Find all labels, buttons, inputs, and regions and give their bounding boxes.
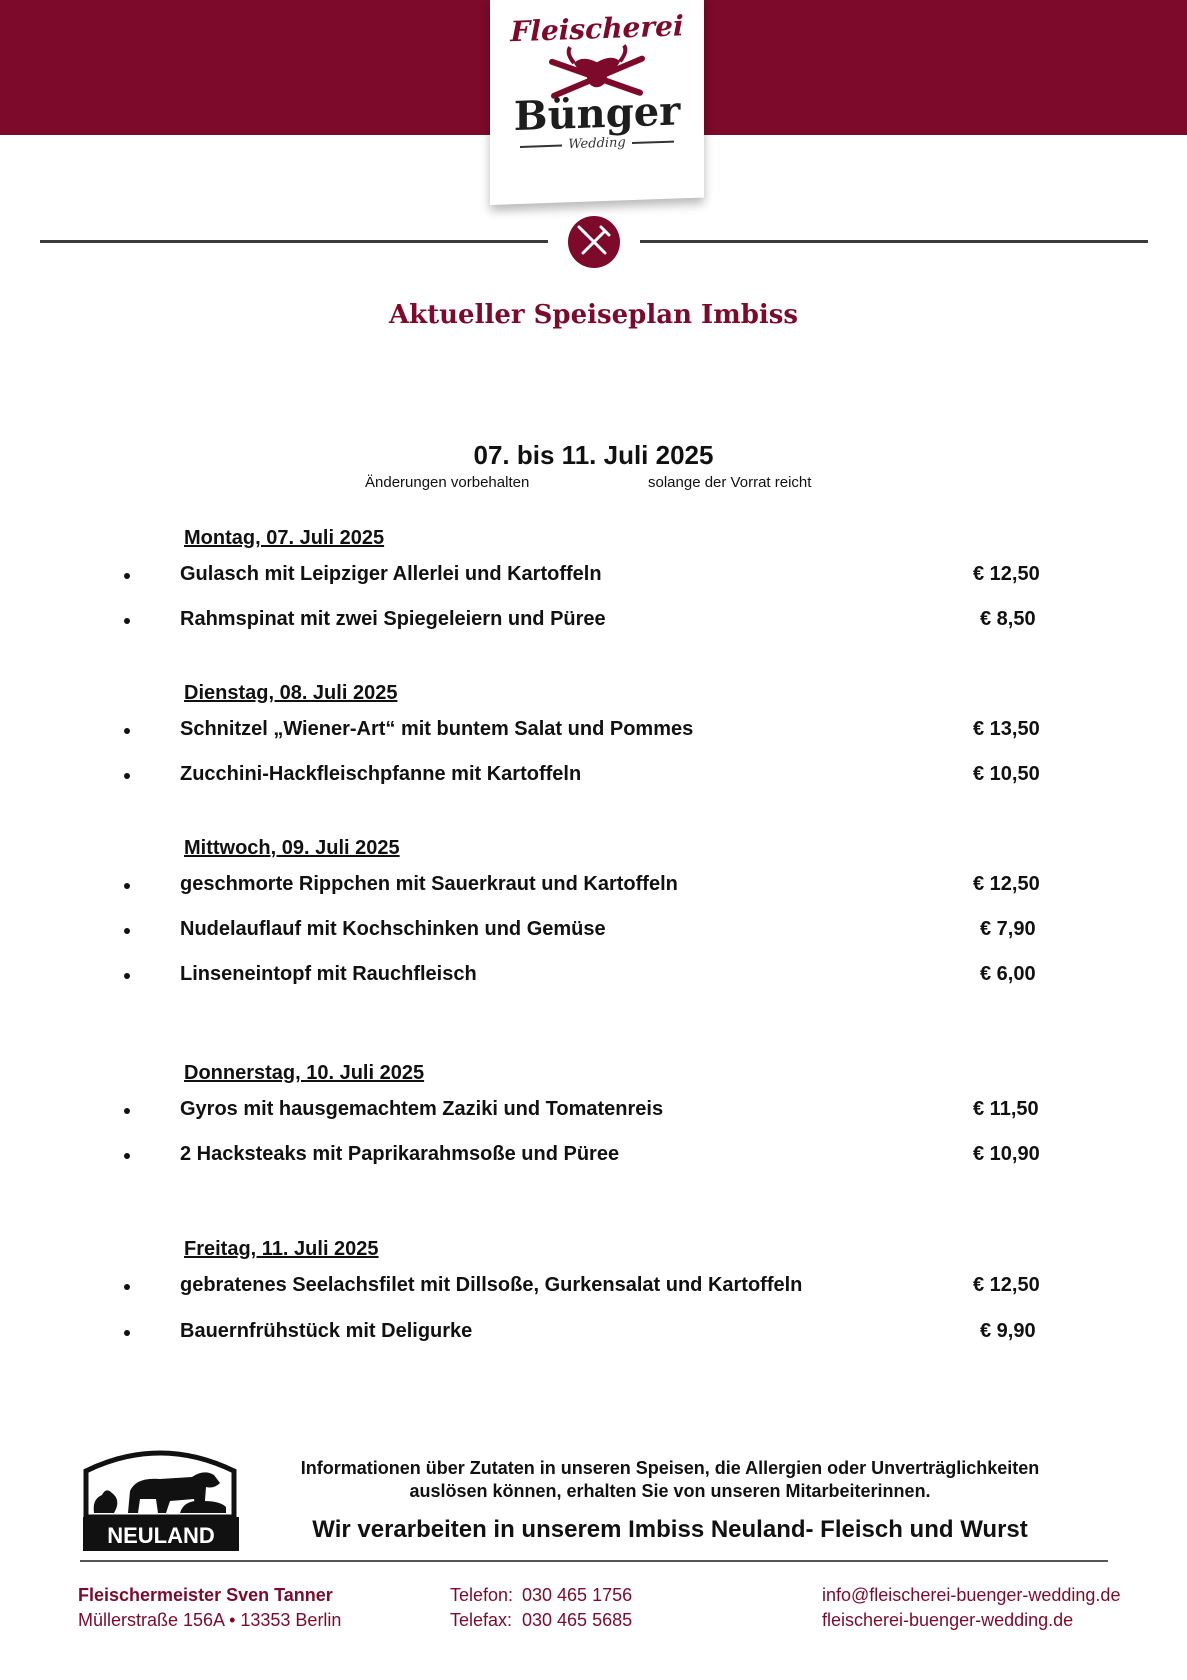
- note-changes: Änderungen vorbehalten: [365, 474, 530, 491]
- fork-knife-icon: [568, 216, 620, 268]
- dish-price: € 9,90: [980, 1320, 1036, 1342]
- dish-price: € 12,50: [973, 1274, 1040, 1296]
- dish-price: € 6,00: [980, 963, 1036, 985]
- bullet: [122, 1106, 132, 1116]
- dish-price: € 10,50: [973, 763, 1040, 785]
- dish-name: Linseneintopf mit Rauchfleisch: [180, 963, 477, 985]
- dish-price: € 11,50: [973, 1098, 1039, 1120]
- dish-name: geschmorte Rippchen mit Sauerkraut und Kartoffeln: [180, 873, 678, 895]
- allergen-info-line1: Informationen über Zutaten in unseren Speisen, die Allergien oder Unverträglichkeiten: [300, 1458, 1040, 1478]
- bullet: [122, 571, 132, 581]
- dish-name: Bauernfrühstück mit Deligurke: [180, 1320, 473, 1342]
- neuland-label: NEULAND: [107, 1523, 215, 1548]
- divider-right: [640, 240, 1148, 243]
- logo-sub: Wedding: [490, 133, 704, 155]
- week-title: 07. bis 11. Juli 2025: [473, 440, 714, 470]
- dish-price: € 7,90: [980, 918, 1036, 940]
- bullet: [122, 616, 132, 626]
- dish-name: Gyros mit hausgemachtem Zaziki und Tomatenreis: [180, 1098, 664, 1120]
- phone-number: 030 465 1756: [522, 1585, 633, 1605]
- bullet: [122, 1151, 132, 1161]
- address: Müllerstraße 156A • 13353 Berlin: [78, 1610, 342, 1630]
- logo-script-text: Fleischerei: [510, 9, 684, 49]
- dish-price: € 12,50: [973, 873, 1040, 895]
- dish-name: 2 Hacksteaks mit Paprikarahmsoße und Püree: [180, 1143, 620, 1165]
- email-link[interactable]: info@fleischerei-buenger-wedding.de: [822, 1585, 1121, 1605]
- cutlery-emblem: [568, 216, 620, 268]
- divider-left: [40, 240, 548, 243]
- bullet: [122, 726, 132, 736]
- website-link[interactable]: fleischerei-buenger-wedding.de: [822, 1610, 1074, 1630]
- day-heading-wednesday: Mittwoch, 09. Juli 2025: [184, 837, 400, 859]
- dish-price: € 12,50: [973, 563, 1040, 585]
- bullet: [122, 881, 132, 891]
- day-heading-friday: Freitag, 11. Juli 2025: [184, 1238, 379, 1260]
- dish-name: Gulasch mit Leipziger Allerlei und Kartoffeln: [180, 563, 602, 585]
- dish-name: Rahmspinat mit zwei Spiegeleiern und Püree: [180, 608, 606, 630]
- dish-price: € 8,50: [980, 608, 1036, 630]
- logo: [490, 0, 704, 205]
- bullet: [122, 971, 132, 981]
- page-title: Aktueller Speiseplan Imbiss: [388, 300, 799, 330]
- dish-price: € 13,50: [973, 718, 1040, 740]
- dish-name: Zucchini-Hackfleischpfanne mit Kartoffeln: [180, 763, 582, 785]
- bullet: [122, 1328, 132, 1338]
- bullet: [122, 926, 132, 936]
- day-heading-thursday: Donnerstag, 10. Juli 2025: [184, 1062, 425, 1084]
- phone-label: Telefon:: [450, 1585, 514, 1605]
- day-heading-monday: Montag, 07. Juli 2025: [184, 527, 385, 549]
- owner-name: Fleischermeister Sven Tanner: [78, 1585, 333, 1605]
- dish-name: gebratenes Seelachsfilet mit Dillsoße, Gurkensalat und Kartoffeln: [180, 1274, 803, 1296]
- note-stock: solange der Vorrat reicht: [648, 474, 812, 491]
- bullet: [122, 1282, 132, 1292]
- farm-animals-icon: [80, 1443, 242, 1555]
- fax-label: Telefax:: [450, 1610, 513, 1630]
- logo-name: Bünger: [513, 87, 681, 141]
- day-heading-tuesday: Dienstag, 08. Juli 2025: [184, 682, 398, 704]
- neuland-claim: Wir verarbeiten in unserem Imbiss Neuland- Fleisch und Wurst: [312, 1516, 1028, 1543]
- dish-name: Schnitzel „Wiener-Art“ mit buntem Salat und Pommes: [180, 718, 694, 740]
- allergen-info: [250, 1457, 1090, 1503]
- fax-number: 030 465 5685: [522, 1610, 633, 1630]
- dish-name: Nudelauflauf mit Kochschinken und Gemüse: [180, 918, 606, 940]
- footer-divider: [80, 1560, 1108, 1562]
- bullet: [122, 771, 132, 781]
- allergen-info-line2: auslösen können, erhalten Sie von unseren Mitarbeiterinnen.: [409, 1481, 931, 1501]
- neuland-logo: [80, 1443, 242, 1555]
- dish-price: € 10,90: [973, 1143, 1040, 1165]
